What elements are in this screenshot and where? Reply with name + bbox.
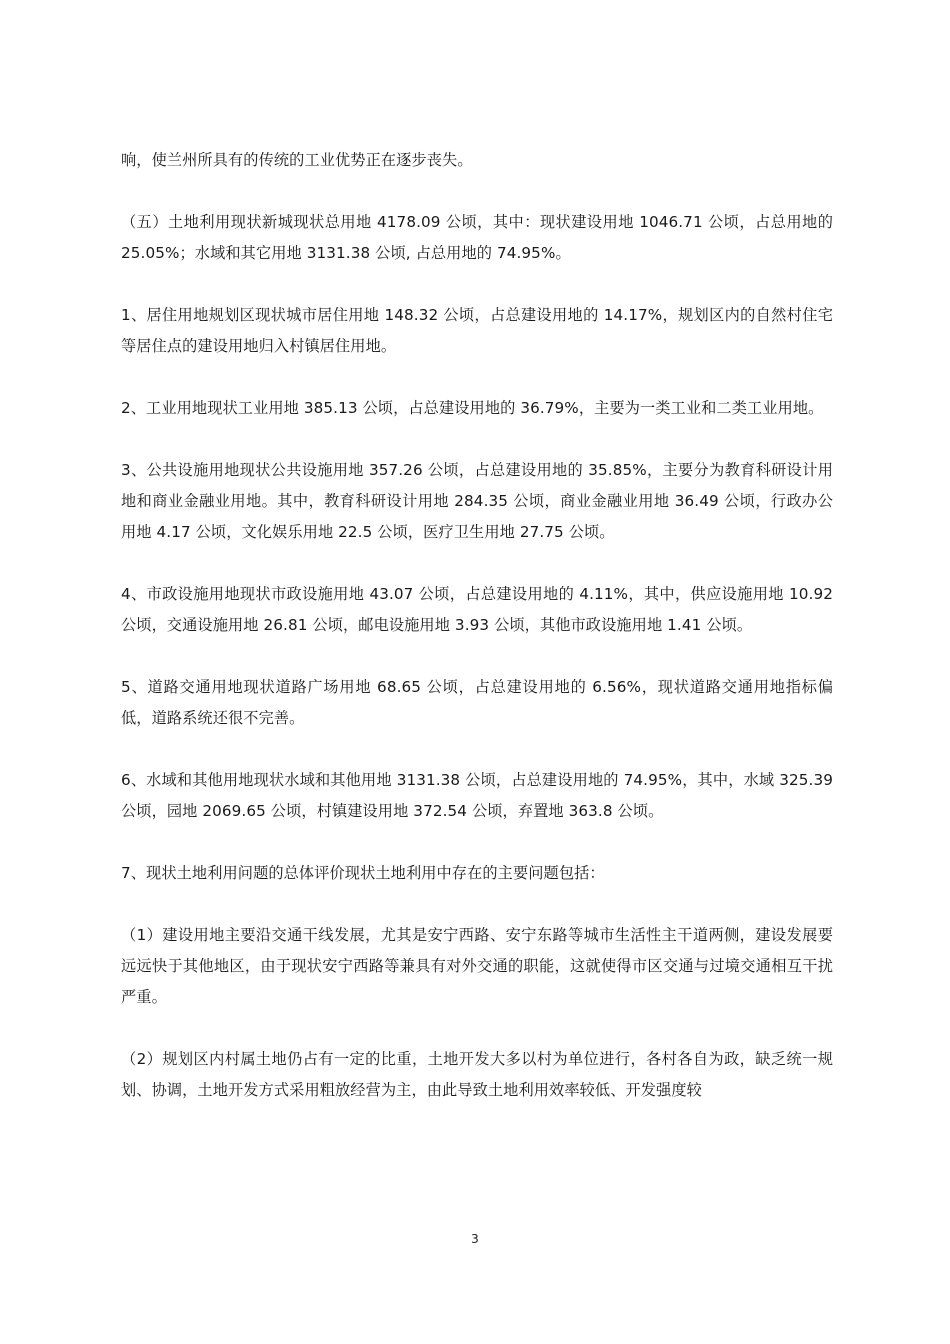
paragraph-water-other-land: 6、水域和其他用地现状水域和其他用地 3131.38 公顷，占总建设用地的 74.95%，其中，水域 325.39 公顷，园地 2069.65 公顷，村镇建设用地 372.54 公顷，弃置地 363.8 公顷。 (121, 771, 833, 820)
paragraph-land-use-overview: （五）土地利用现状新城现状总用地 4178.09 公顷，其中：现状建设用地 1046.71 公顷，占总用地的 25.05%；水域和其它用地 3131.38 公顷, 占总用地的 74.95%。 (121, 213, 833, 262)
paragraph-municipal-facility-land: 4、市政设施用地现状市政设施用地 43.07 公顷，占总建设用地的 4.11%，其中，供应设施用地 10.92 公顷，交通设施用地 26.81 公顷，邮电设施用地 3.93 公顷，其他市政设施用地 1.41 公顷。 (121, 585, 833, 634)
paragraph-intro-continuation: 响，使兰州所具有的传统的工业优势正在逐步丧失。 (121, 151, 473, 169)
paragraph-problem-2: （2）规划区内村属土地仍占有一定的比重，土地开发大多以村为单位进行，各村各自为政，缺乏统一规划、协调，土地开发方式采用粗放经营为主，由此导致土地利用效率较低、开发强度较 (121, 1050, 833, 1099)
document-body (121, 145, 833, 1137)
paragraph-public-facility-land: 3、公共设施用地现状公共设施用地 357.26 公顷，占总建设用地的 35.85%，主要分为教育科研设计用地和商业金融业用地。其中，教育科研设计用地 284.35 公顷，商业金融业用地 36.49 公顷，行政办公用地 4.17 公顷，文化娱乐用地 22.5 公顷，医疗卫生用地 27.75 公顷。 (121, 461, 833, 541)
page-number: 3 (471, 1232, 479, 1246)
paragraph-industrial-land: 2、工业用地现状工业用地 385.13 公顷，占总建设用地的 36.79%，主要为一类工业和二类工业用地。 (121, 399, 824, 417)
paragraph-road-traffic-land: 5、道路交通用地现状道路广场用地 68.65 公顷，占总建设用地的 6.56%，现状道路交通用地指标偏低，道路系统还很不完善。 (121, 678, 833, 727)
paragraph-evaluation-heading: 7、现状土地利用问题的总体评价现状土地利用中存在的主要问题包括： (121, 864, 605, 882)
paragraph-problem-1: （1）建设用地主要沿交通干线发展，尤其是安宁西路、安宁东路等城市生活性主干道两侧，建设发展要远远快于其他地区，由于现状安宁西路等兼具有对外交通的职能，这就使得市区交通与过境交通相互干扰严重。 (121, 926, 833, 1006)
paragraph-residential-land: 1、居住用地规划区现状城市居住用地 148.32 公顷，占总建设用地的 14.17%，规划区内的自然村住宅等居住点的建设用地归入村镇居住用地。 (121, 306, 833, 355)
